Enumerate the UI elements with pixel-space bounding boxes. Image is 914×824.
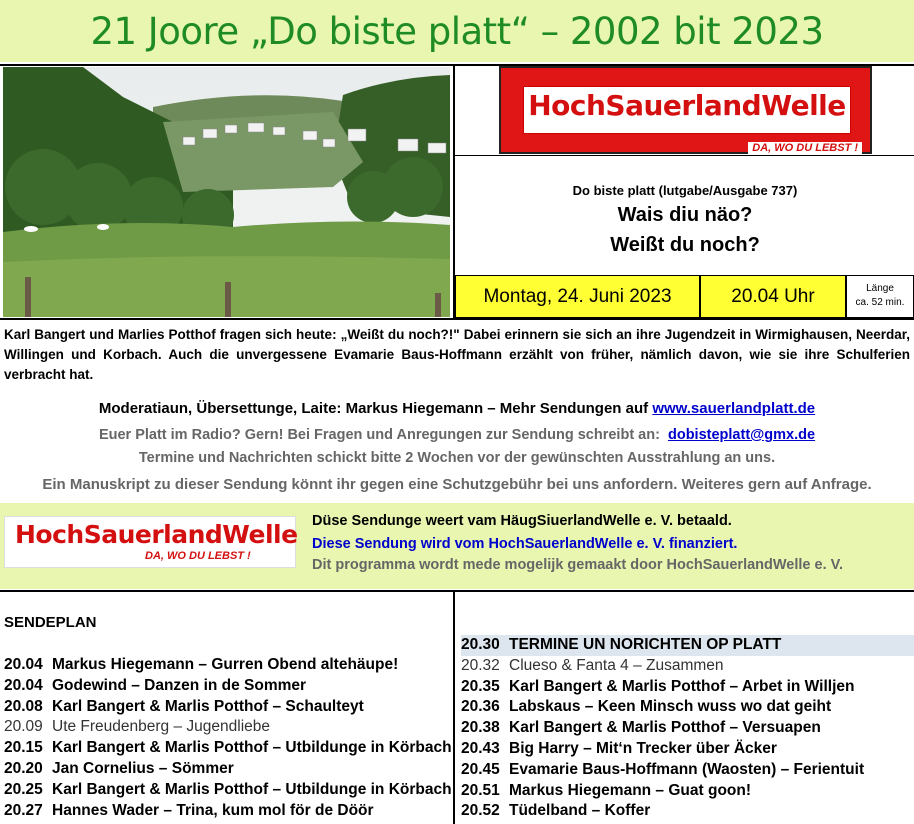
schedule-row: 20.15 Karl Bangert & Marlis Potthof – Utbildunge in Körbach bbox=[4, 739, 452, 757]
schedule-row: 20.52 Tüdelband – Koffer bbox=[461, 802, 651, 820]
schedule-row: 20.38 Karl Bangert & Marlis Potthof – Versuapen bbox=[461, 719, 821, 737]
station-logo-small-text: HochSauerlandWelle bbox=[15, 520, 298, 549]
station-logo bbox=[499, 66, 872, 154]
landscape-photo bbox=[3, 67, 450, 317]
credits-line bbox=[0, 400, 914, 417]
length-label: Länge bbox=[866, 283, 894, 294]
schedule-row: 20.04 Markus Hiegemann – Gurren Obend altehäupe! bbox=[4, 656, 399, 673]
email-link[interactable]: dobisteplatt@gmx.de bbox=[667, 427, 816, 443]
sponsor-dutch: Dit programma wordt mede mogelijk gemaakt door HochSauerlandWelle e. V. bbox=[312, 557, 843, 573]
schedule-row: 20.32 Clueso & Fanta 4 – Zusammen bbox=[461, 656, 724, 674]
length-value: ca. 52 min. bbox=[855, 297, 905, 308]
divider bbox=[0, 318, 914, 320]
show-edition: Do biste platt (lutgabe/Ausgabe 737) bbox=[572, 183, 798, 198]
station-logo-small bbox=[4, 516, 296, 568]
station-slogan: DA, WO DU LEBST ! bbox=[748, 142, 862, 154]
schedule-row: 20.20 Jan Cornelius – Sömmer bbox=[4, 759, 234, 777]
manuscript-line: Ein Manuskript zu dieser Sendung könnt ihr gegen eine Schutzgebühr bei uns anfordern. Weiteres gern auf Anfrage. bbox=[42, 476, 872, 493]
schedule-row: 20.51 Markus Hiegemann – Guat goon! bbox=[461, 781, 752, 799]
title-bar bbox=[0, 0, 914, 62]
schedule-row: 20.25 Karl Bangert & Marlis Potthof – Utbildunge in Körbach bbox=[4, 780, 452, 798]
divider bbox=[0, 590, 914, 592]
show-title-platt: Wais diu näo? bbox=[617, 204, 753, 226]
broadcast-length bbox=[846, 275, 914, 318]
schedule-heading: SENDEPLAN bbox=[4, 614, 97, 631]
intro-text: Karl Bangert und Marlies Potthof fragen sich heute: „Weißt du noch?!" Dabei erinnern sie sich an ihre Jugendzeit in Wirmighausen, Neerdar, Willingen und Korbach. Auch die unvergessene Evamarie Baus-Hoffmann erzählt von früher, nämlich davon, wie sie ihre Schulferien verbracht hat. bbox=[4, 327, 910, 382]
show-info bbox=[456, 156, 914, 274]
credits-text: Moderatiaun, Übersettunge, Laite: Markus Hiegemann – Mehr Sendungen auf bbox=[98, 400, 649, 417]
schedule-row: 20.09 Ute Freudenberg – Jugendliebe bbox=[4, 718, 271, 736]
deadline-line: Termine und Nachrichten schickt bitte 2 Wochen vor der gewünschten Ausstrahlung an uns. bbox=[138, 450, 776, 466]
divider bbox=[453, 590, 455, 824]
sponsor-german: Diese Sendung wird vom HochSauerlandWelle e. V. finanziert. bbox=[312, 536, 738, 552]
schedule-row: 20.27 Hannes Wader – Trina, kum mol för de Döör bbox=[4, 801, 374, 819]
schedule-row: 20.36 Labskaus – Keen Minsch wuss wo dat geiht bbox=[461, 698, 832, 716]
page-title: 21 Joore „Do biste platt“ – 2002 bit 2023 bbox=[90, 9, 824, 53]
schedule-left bbox=[4, 655, 450, 821]
broadcast-time: 20.04 Uhr bbox=[700, 275, 846, 318]
schedule-row: 20.43 Big Harry – Mit‘n Trecker über Äcker bbox=[461, 739, 777, 757]
station-logo-text: HochSauerlandWelle bbox=[528, 89, 846, 122]
schedule-row: 20.08 Karl Bangert & Marlis Potthof – Schaulteyt bbox=[4, 697, 364, 715]
contact-text: Euer Platt im Radio? Gern! Bei Fragen und Anregungen zur Sendung schreibt an: bbox=[98, 427, 660, 443]
schedule-row: 20.04 Godewind – Danzen in de Sommer bbox=[4, 676, 307, 694]
schedule-row: 20.45 Evamarie Baus-Hoffmann (Waosten) – Ferientuit bbox=[461, 760, 865, 778]
schedule-row: 20.30 TERMINE UN NORICHTEN OP PLATT bbox=[461, 635, 914, 656]
station-slogan-small: DA, WO DU LEBST ! bbox=[145, 550, 251, 562]
sponsor-platt: Düse Sendunge weert vam HäugSiuerlandWelle e. V. betaald. bbox=[312, 513, 732, 529]
contact-line bbox=[0, 427, 914, 443]
website-link[interactable]: www.sauerlandplatt.de bbox=[652, 400, 816, 417]
schedule-right bbox=[461, 635, 914, 822]
broadcast-date: Montag, 24. Juni 2023 bbox=[455, 275, 700, 318]
schedule-row: 20.35 Karl Bangert & Marlis Potthof – Arbet in Willjen bbox=[461, 677, 855, 695]
show-title-german: Weißt du noch? bbox=[610, 234, 760, 256]
